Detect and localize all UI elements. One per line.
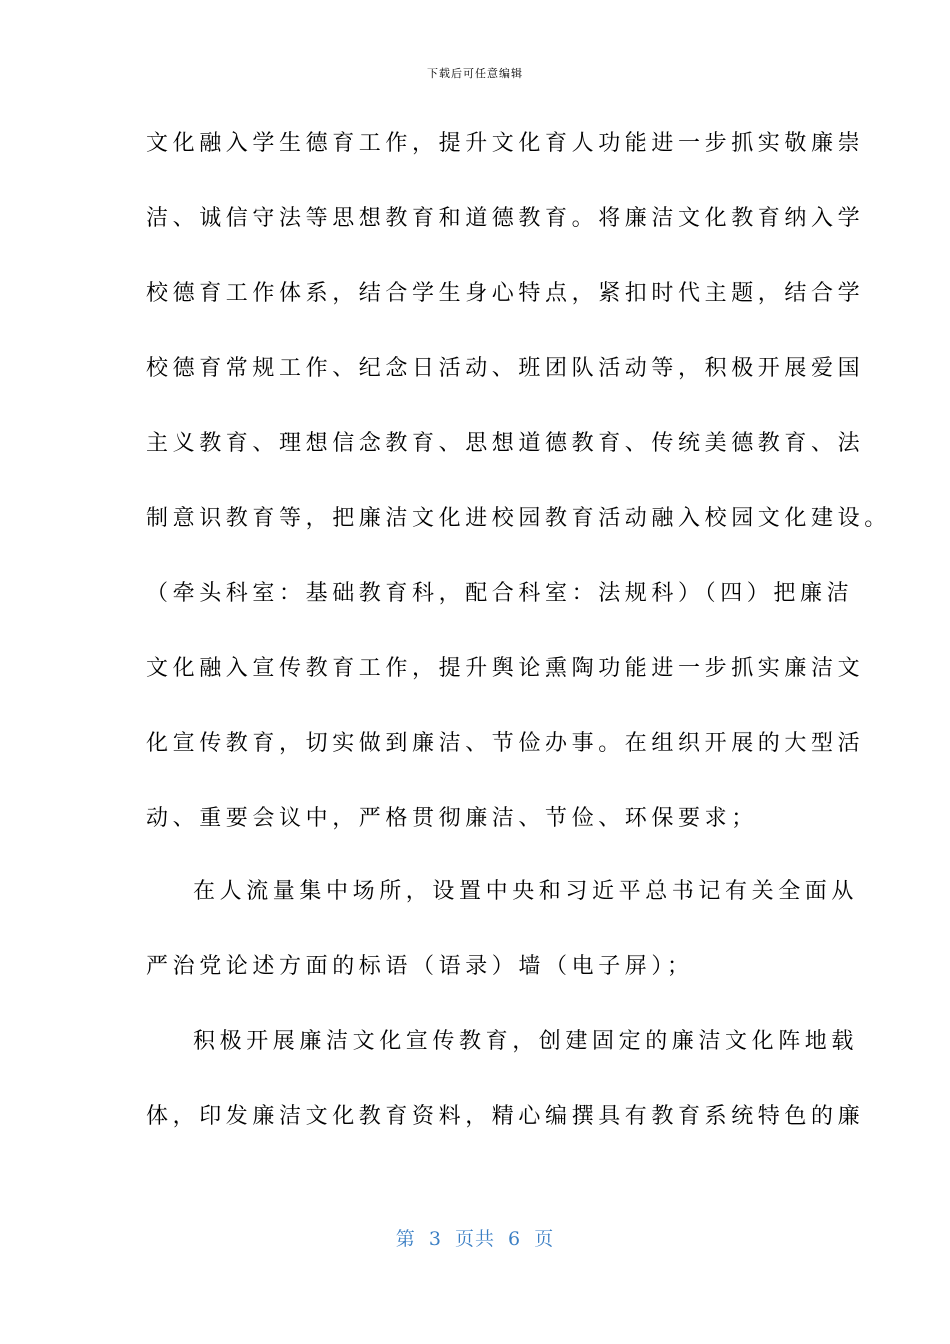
footer-suffix: 页 [534, 1228, 555, 1250]
body-line-10: 动、重要会议中，严格贯彻廉洁、节俭、环保要求； [146, 806, 758, 831]
body-line-14: 体，印发廉洁文化教育资料，精心编撰具有教育系统特色的廉 [146, 1104, 865, 1129]
footer-total-pages: 6 [508, 1228, 522, 1250]
page-header: 下载后可任意编辑 [427, 67, 523, 80]
footer-current-page: 3 [428, 1228, 442, 1250]
body-line-11: 在人流量集中场所，设置中央和习近平总书记有关全面从 [193, 879, 859, 904]
body-line-6: 制意识教育等，把廉洁文化进校园教育活动融入校园文化建设。 [146, 506, 891, 531]
body-line-12: 严治党论述方面的标语（语录）墙（电子屏）； [146, 954, 694, 979]
body-line-3: 校德育工作体系，结合学生身心特点，紧扣时代主题，结合学 [146, 281, 865, 306]
body-line-8: 文化融入宣传教育工作，提升舆论熏陶功能进一步抓实廉洁文 [146, 656, 865, 681]
body-line-5: 主义教育、理想信念教育、思想道德教育、传统美德教育、法 [146, 431, 865, 456]
body-line-4: 校德育常规工作、纪念日活动、班团队活动等，积极开展爱国 [146, 356, 865, 381]
body-line-13: 积极开展廉洁文化宣传教育，创建固定的廉洁文化阵地载 [193, 1029, 859, 1054]
footer-middle: 页共 [454, 1228, 495, 1250]
page-footer [0, 1226, 950, 1252]
body-line-7: （牵头科室：基础教育科，配合科室：法规科）（四）把廉洁 [146, 581, 854, 606]
body-line-2: 洁、诚信守法等思想教育和道德教育。将廉洁文化教育纳入学 [146, 206, 865, 231]
footer-prefix: 第 [395, 1228, 416, 1250]
body-line-1: 文化融入学生德育工作，提升文化育人功能进一步抓实敬廉崇 [146, 131, 865, 156]
body-line-9: 化宣传教育，切实做到廉洁、节俭办事。在组织开展的大型活 [146, 731, 865, 756]
